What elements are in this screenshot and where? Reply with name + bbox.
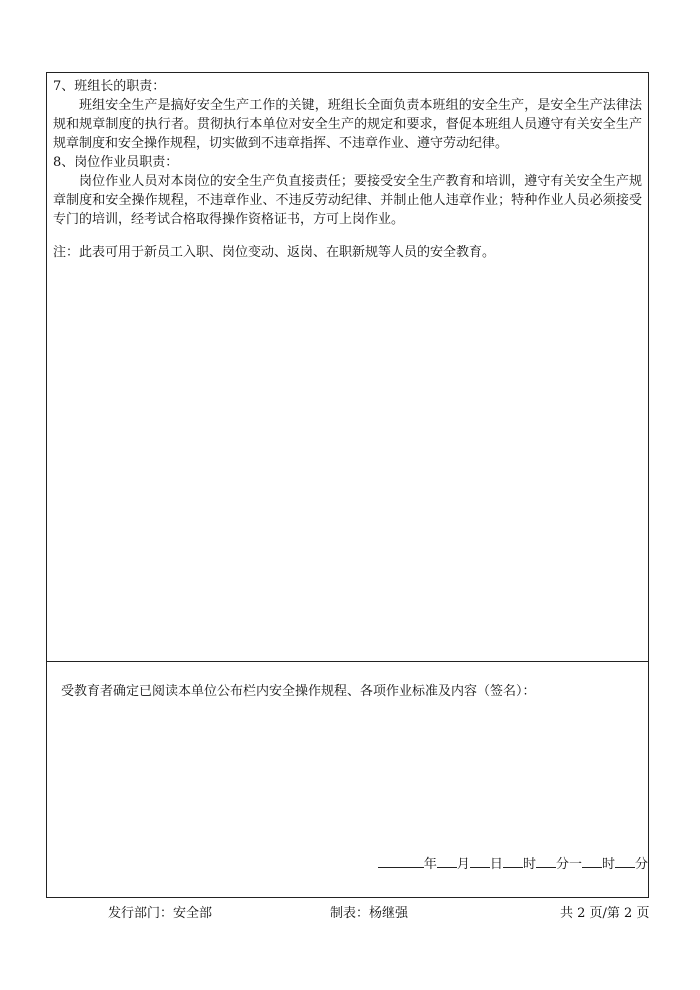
date-time-line [378,853,648,874]
day-field[interactable] [470,853,490,868]
table-author: 制表：杨继强 [330,906,409,921]
month-field[interactable] [437,853,457,868]
year-field[interactable] [378,853,424,868]
minute-label-2: 分 [634,857,648,872]
signature-section [47,662,648,897]
minute-field-2[interactable] [615,853,635,868]
hour-label-1: 时 [522,857,536,872]
acknowledgement-text: 受教育者确定已阅读本单位公布栏内安全操作规程、各项作业标准及内容（签名）： [61,684,536,699]
hour-label-2: 时 [601,857,615,872]
form-table [46,72,649,898]
hour-field-2[interactable] [582,853,602,868]
page-footer [0,902,700,922]
section8-body: 岗位作业人员对本岗位的安全生产负直接责任；要接受安全生产教育和培训，遵守有关安全生产规章制度和安全操作规程，不违章作业、不违反劳动纪律、并制止他人违章作业；特种作业人员必须接受专门的培训，经考试合格取得操作资格证书，方可上岗作业。 [53,174,642,227]
page-number: 共 2 页/第 2 页 [560,906,650,921]
day-label: 日 [489,857,503,872]
minute-label-1: 分一 [555,857,582,872]
minute-field-1[interactable] [536,853,556,868]
issuing-department: 发行部门：安全部 [108,906,213,921]
section7-heading: 7、班组长的职责： [53,79,166,94]
hour-field-1[interactable] [503,853,523,868]
year-label: 年 [423,857,437,872]
responsibilities-section [47,73,648,662]
section7-body: 班组安全生产是搞好安全生产工作的关键，班组长全面负责本班组的安全生产，是安全生产法律法规和规章制度的执行者。贯彻执行本单位对安全生产的规定和要求，督促本班组人员遵守有关安全生产规章制度和安全操作规程，切实做到不违章指挥、不违章作业、遵守劳动纪律。 [53,98,642,151]
section8-heading: 8、岗位作业员职责： [53,155,179,170]
month-label: 月 [456,857,470,872]
usage-note: 注：此表可用于新员工入职、岗位变动、返岗、在职新规等人员的安全教育。 [53,245,496,260]
